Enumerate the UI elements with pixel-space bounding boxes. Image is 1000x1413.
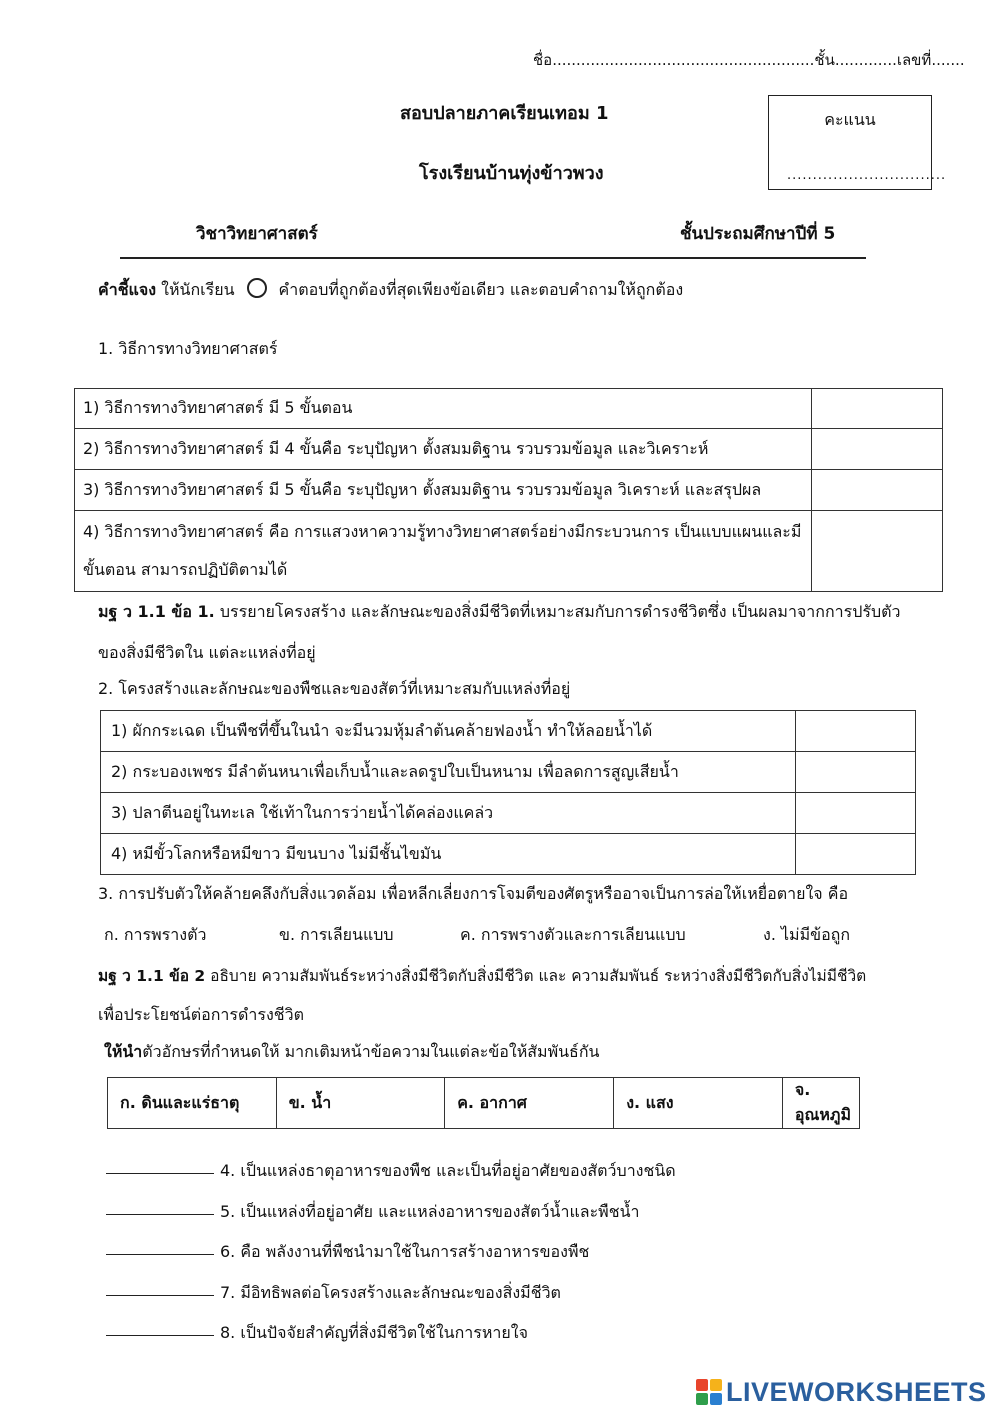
answer-blank[interactable]: [106, 1295, 214, 1296]
score-box: [768, 95, 947, 190]
standard-1: [98, 600, 901, 625]
match-choice-c: ค. อากาศ: [445, 1078, 614, 1129]
match-item-text: 7. มีอิทธิพลต่อโครงสร้างและลักษณะของสิ่งมีชีวิต: [220, 1283, 561, 1302]
logo-mark-icon: [696, 1379, 722, 1405]
answer-blank[interactable]: [106, 1335, 214, 1336]
logo-square: [710, 1393, 722, 1405]
table-row: [101, 793, 916, 834]
match-item-7: [106, 1281, 561, 1306]
answer-blank[interactable]: [106, 1254, 214, 1255]
q1-option-4: [75, 511, 812, 592]
q3-choice-b[interactable]: ข. การเลียนแบบ: [279, 925, 394, 944]
q2-option-4: 4) หมีขั้วโลกหรือหมีขาว มีขนบาง ไม่มีชั้นไขมัน: [101, 834, 796, 875]
match-instruction-bold: ให้นำ: [104, 1042, 143, 1061]
circle-icon: [247, 278, 267, 298]
q3-question: 3. การปรับตัวให้คล้ายคลึงกับสิ่งแวดล้อม เพื่อหลีกเลี่ยงการโจมตีของศัตรูหรืออาจเป็นการล่อให้เหยื่อตายใจ คือ: [98, 884, 849, 903]
table-row: [101, 834, 916, 875]
school-name: โรงเรียนบ้านทุ่งข้าวพวง: [419, 163, 604, 184]
table-row: [75, 511, 943, 592]
table-row: [101, 711, 916, 752]
q3-choice-a[interactable]: ก. การพรางตัว: [104, 925, 207, 944]
logo-text: LIVEWORKSHEETS: [726, 1376, 987, 1407]
q3-choice-c[interactable]: ค. การพรางตัวและการเลียนแบบ: [460, 925, 686, 944]
match-item-text: 6. คือ พลังงานที่พืชนำมาใช้ในการสร้างอาหารของพืช: [220, 1242, 590, 1261]
q2-option-1: 1) ผักกระเฉด เป็นพืชที่ขึ้นในนำ จะมีนวมหุ้มลำต้นคล้ายฟองน้ำ ทำให้ลอยน้ำได้: [101, 711, 796, 752]
liveworksheets-logo: [696, 1376, 987, 1408]
q3-choice-d[interactable]: ง. ไม่มีข้อถูก: [763, 925, 851, 944]
table-row: [108, 1078, 860, 1129]
q1-title: 1. วิธีการทางวิทยาศาสตร์: [98, 339, 278, 358]
answer-cell[interactable]: [812, 429, 943, 470]
exam-title: สอบปลายภาคเรียนเทอม 1: [400, 103, 609, 124]
table-row: [101, 752, 916, 793]
match-choices-table: [107, 1077, 860, 1129]
standard-1-label: มฐ ว 1.1 ข้อ 1.: [98, 602, 215, 621]
match-choice-b: ข. น้ำ: [276, 1078, 445, 1129]
subject-label: วิชาวิทยาศาสตร์: [196, 224, 318, 244]
answer-cell[interactable]: [812, 389, 943, 429]
q1-table: [74, 388, 943, 592]
answer-cell[interactable]: [796, 834, 916, 875]
table-row: [75, 470, 943, 511]
match-item-4: [106, 1159, 676, 1184]
q1-option-1: 1) วิธีการทางวิทยาศาสตร์ มี 5 ขั้นตอน: [75, 389, 812, 429]
grade-label: ชั้นประถมศึกษาปีที่ 5: [680, 224, 836, 244]
name-line: ชื่อ.......................................................ชั้น.............เลขที่.......: [533, 51, 965, 69]
q2-option-2: 2) กระบองเพชร มีลำต้นหนาเพื่อเก็บน้ำและลดรูปใบเป็นหนาม เพื่อลดการสูญเสียน้ำ: [101, 752, 796, 793]
match-item-5: [106, 1200, 640, 1225]
q1-option-2: 2) วิธีการทางวิทยาศาสตร์ มี 4 ขั้นคือ ระบุปัญหา ตั้งสมมติฐาน รวบรวมข้อมูล และวิเคราะห์: [75, 429, 812, 470]
standard-2-text: อธิบาย ความสัมพันธ์ระหว่างสิ่งมีชีวิตกับสิ่งมีชีวิต และ ความสัมพันธ์ ระหว่างสิ่งมีชีวิตกับสิ่งไม่มีชีวิต: [210, 967, 867, 985]
match-instruction: [104, 1040, 599, 1065]
q1-option-3: 3) วิธีการทางวิทยาศาสตร์ มี 5 ขั้นคือ ระบุปัญหา ตั้งสมมติฐาน รวบรวมข้อมูล วิเคราะห์ และสรุปผล: [75, 470, 812, 511]
standard-2-label: มฐ ว 1.1 ข้อ 2: [98, 967, 206, 985]
instructions-before: ให้นักเรียน: [161, 280, 235, 299]
score-label: คะแนน: [824, 110, 876, 129]
match-instruction-text: ตัวอักษรที่กำหนดให้ มากเติมหน้าข้อความในแต่ละข้อให้สัมพันธ์กัน: [142, 1042, 600, 1061]
match-item-text: 5. เป็นแหล่งที่อยู่อาศัย และแหล่งอาหารของสัตว์น้ำและพืชน้ำ: [220, 1202, 640, 1221]
q2-title: 2. โครงสร้างและลักษณะของพืชและของสัตว์ที่เหมาะสมกับแหล่งที่อยู่: [98, 679, 571, 698]
answer-cell[interactable]: [796, 752, 916, 793]
answer-cell[interactable]: [812, 470, 943, 511]
answer-blank[interactable]: [106, 1173, 214, 1174]
instructions-label: คำชี้แจง: [98, 280, 157, 299]
standard-1-text: บรรยายโครงสร้าง และลักษณะของสิ่งมีชีวิตที่เหมาะสมกับการดำรงชีวิตซึ่ง เป็นผลมาจากการปรับตัว: [219, 602, 901, 621]
answer-cell[interactable]: [812, 511, 943, 592]
match-item-6: [106, 1240, 589, 1265]
answer-cell[interactable]: [796, 793, 916, 834]
logo-square: [710, 1379, 722, 1391]
q2-option-3: 3) ปลาตีนอยู่ในทะเล ใช้เท้าในการว่ายน้ำได้คล่องแคล่ว: [101, 793, 796, 834]
logo-square: [696, 1379, 708, 1391]
answer-cell[interactable]: [796, 711, 916, 752]
instructions-after: คำตอบที่ถูกต้องที่สุดเพียงข้อเดียว และตอบคำถามให้ถูกต้อง: [278, 280, 684, 299]
match-item-8: [106, 1321, 528, 1346]
answer-blank[interactable]: [106, 1214, 214, 1215]
match-choice-e: จ. อุณหภูมิ: [782, 1078, 859, 1129]
q1-option-4-line1: 4) วิธีการทางวิทยาศาสตร์ คือ การแสวงหาความรู้ทางวิทยาศาสตร์อย่างมีกระบวนการ เป็นแบบแผนและมี: [83, 522, 802, 541]
match-choice-d: ง. แสง: [614, 1078, 783, 1129]
standard-2-cont: เพื่อประโยชน์ต่อการดำรงชีวิต: [98, 1005, 305, 1024]
standard-2: [98, 963, 866, 988]
instructions: [98, 278, 683, 303]
standard-1-cont: ของสิ่งมีชีวิตใน แต่ละแหล่งที่อยู่: [98, 643, 316, 662]
table-row: [75, 389, 943, 429]
q1-option-4-line2: ขั้นตอน สามารถปฏิบัติตามได้: [83, 560, 288, 579]
match-item-text: 8. เป็นปัจจัยสำคัญที่สิ่งมีชีวิตใช้ในการหายใจ: [220, 1323, 528, 1342]
q2-table: [100, 710, 916, 875]
match-choice-a: ก. ดินและแร่ธาตุ: [108, 1078, 277, 1129]
logo-square: [696, 1393, 708, 1405]
header-divider: [120, 257, 866, 259]
match-item-text: 4. เป็นแหล่งธาตุอาหารของพืช และเป็นที่อยู่อาศัยของสัตว์บางชนิด: [220, 1161, 676, 1180]
table-row: [75, 429, 943, 470]
score-line: ...............................: [787, 168, 947, 183]
